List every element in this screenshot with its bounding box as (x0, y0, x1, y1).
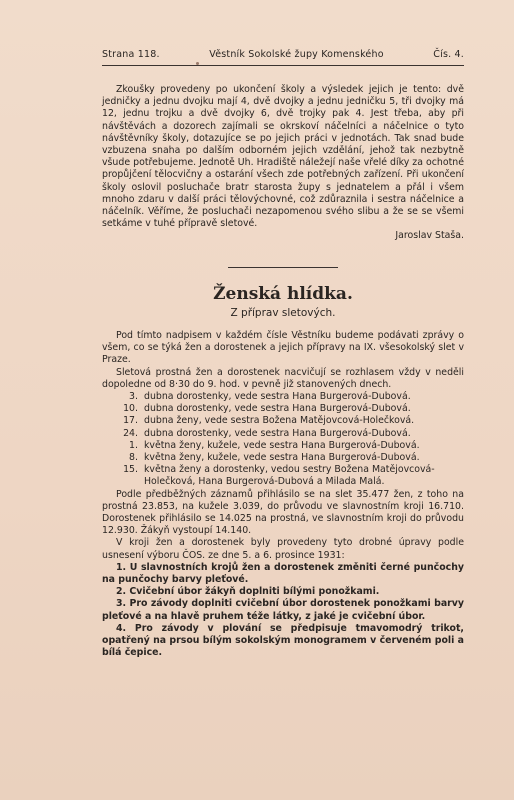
header-rule (102, 65, 464, 66)
intro-paragraph: Zkoušky provedeny po ukončení školy a výsledek jejich je tento: dvě jedničky a jednu dvojku mají 4, dvě dvojky a jednu jedničku 5, tři dvojky má 12, jednu trojku a dvě dvojky 6, dvě trojky pak 4. Jest třeba, aby při návštěvách a dozorech zajímali se okrskoví náčelníci a náčelnice o tyto návštěvníky školy, dotazujíce se po jejich práci v jednotách. Tak snad bude vzbuzena snaha po dalším odborném jejich vzdělání, jehož tak nezbytně všude potřebujeme. Jednotě Uh. Hradiště náležejí naše vřelé díky za ochotné propůjčení tělocvičny a ostarání všech zde potřebných zařízení. Při ukončení školy oslovil posluchače bratr starosta župy s jednatelem a přál i všem mnoho zdaru v další práci tělovýchovné, což zdůraznila i sestra náčelnice a náčelník. Věříme, že posluchači nezapomenou svého slibu a že se se všemi setkáme v tuhé přípravě sletové. (102, 84, 464, 230)
schedule-item (102, 415, 464, 427)
paper-speck (196, 62, 199, 65)
schedule-date: 1. (129, 439, 138, 451)
journal-title: Věstník Sokolské župy Komenského (209, 49, 384, 60)
schedule-list (102, 391, 464, 489)
schedule-text: dubna ženy, vede sestra Božena Matějovcová-Holečková. (144, 415, 415, 427)
schedule-item (102, 440, 464, 452)
rule-item: 2. Cvičební úbor žákyň doplniti bílými ponožkami. (116, 586, 380, 598)
rule-item: 3. Pro závody doplniti cvičební úbor dorostenek ponožkami barvy pleťové a na hlavě pruhem téže látky, z jaké je cvičební úbor. (102, 598, 464, 622)
schedule-text: dubna dorostenky, vede sestra Hana Burgerová-Dubová. (144, 391, 411, 403)
schedule-item (102, 403, 464, 415)
signature-line (102, 230, 464, 242)
rules-list (102, 562, 464, 660)
section-title: Ženská hlídka. (213, 284, 353, 304)
schedule-item (102, 391, 464, 403)
schedule-item (102, 452, 464, 464)
schedule-item (102, 464, 464, 488)
page-number: Strana 118. (102, 49, 160, 60)
running-header (102, 49, 464, 60)
section-subtitle: Z příprav sletových. (230, 307, 336, 319)
issue-number: Čís. 4. (433, 49, 464, 60)
schedule-date: 15. (123, 464, 138, 476)
schedule-text: května ženy, kužele, vede sestra Hana Burgerová-Dubová. (144, 452, 420, 464)
schedule-item (102, 428, 464, 440)
schedule-date: 8. (129, 452, 138, 464)
stats-paragraph: Podle předběžných záznamů přihlásilo se na slet 35.477 žen, z toho na prostná 23.853, na kužele 3.039, do průvodu ve slavnostním kroji 16.710. Dorostenek přihlásilo se 14.025 na prostná, ve slavnostním kroji do průvodu 12.930. Žákyň vystoupí 14.140. (102, 488, 464, 537)
signature: Jaroslav Staša. (395, 230, 464, 242)
schedule-text: dubna dorostenky, vede sestra Hana Burgerová-Dubová. (144, 427, 411, 439)
intro-block (102, 84, 464, 243)
schedule-text: května ženy, kužele, vede sestra Hana Burgerová-Dubová. (144, 439, 420, 451)
section-divider (228, 267, 338, 268)
body-paragraph: Pod tímto nadpisem v každém čísle Věstníku budeme podávati zprávy o všem, co se týká žen a dorostenek a jejich přípravy na IX. všesokolský slet v Praze. (102, 330, 464, 366)
schedule-text: dubna dorostenky, vede sestra Hana Burgerová-Dubová. (144, 403, 411, 415)
rule-item: 1. U slavnostních krojů žen a dorostenek změniti černé punčochy na punčochy barvy pleťové. (102, 561, 464, 586)
schedule-date: 17. (123, 415, 138, 427)
body-paragraph: Sletová prostná žen a dorostenek nacvičují se rozhlasem vždy v neděli dopoledne od 8·30 do 9. hod. v pevně již stanovených dnech. (102, 366, 464, 390)
schedule-date: 3. (129, 391, 138, 403)
schedule-text: května ženy a dorostenky, vedou sestry Božena Matějovcová-Holečková, Hana Burgerová-Dubová a Milada Malá. (144, 464, 435, 488)
schedule-date: 24. (123, 427, 138, 439)
rule-item: 4. Pro závody v plování se předpisuje tmavomodrý trikot, opatřený na prsou bílým sokolským monogramem v červeném poli a bílá čepice. (102, 622, 464, 659)
schedule-date: 10. (123, 403, 138, 415)
article-body (102, 330, 464, 659)
stats-paragraph: V kroji žen a dorostenek byly provedeny tyto drobné úpravy podle usnesení výboru ČOS. ze dne 5. a 6. prosince 1931: (102, 537, 464, 561)
